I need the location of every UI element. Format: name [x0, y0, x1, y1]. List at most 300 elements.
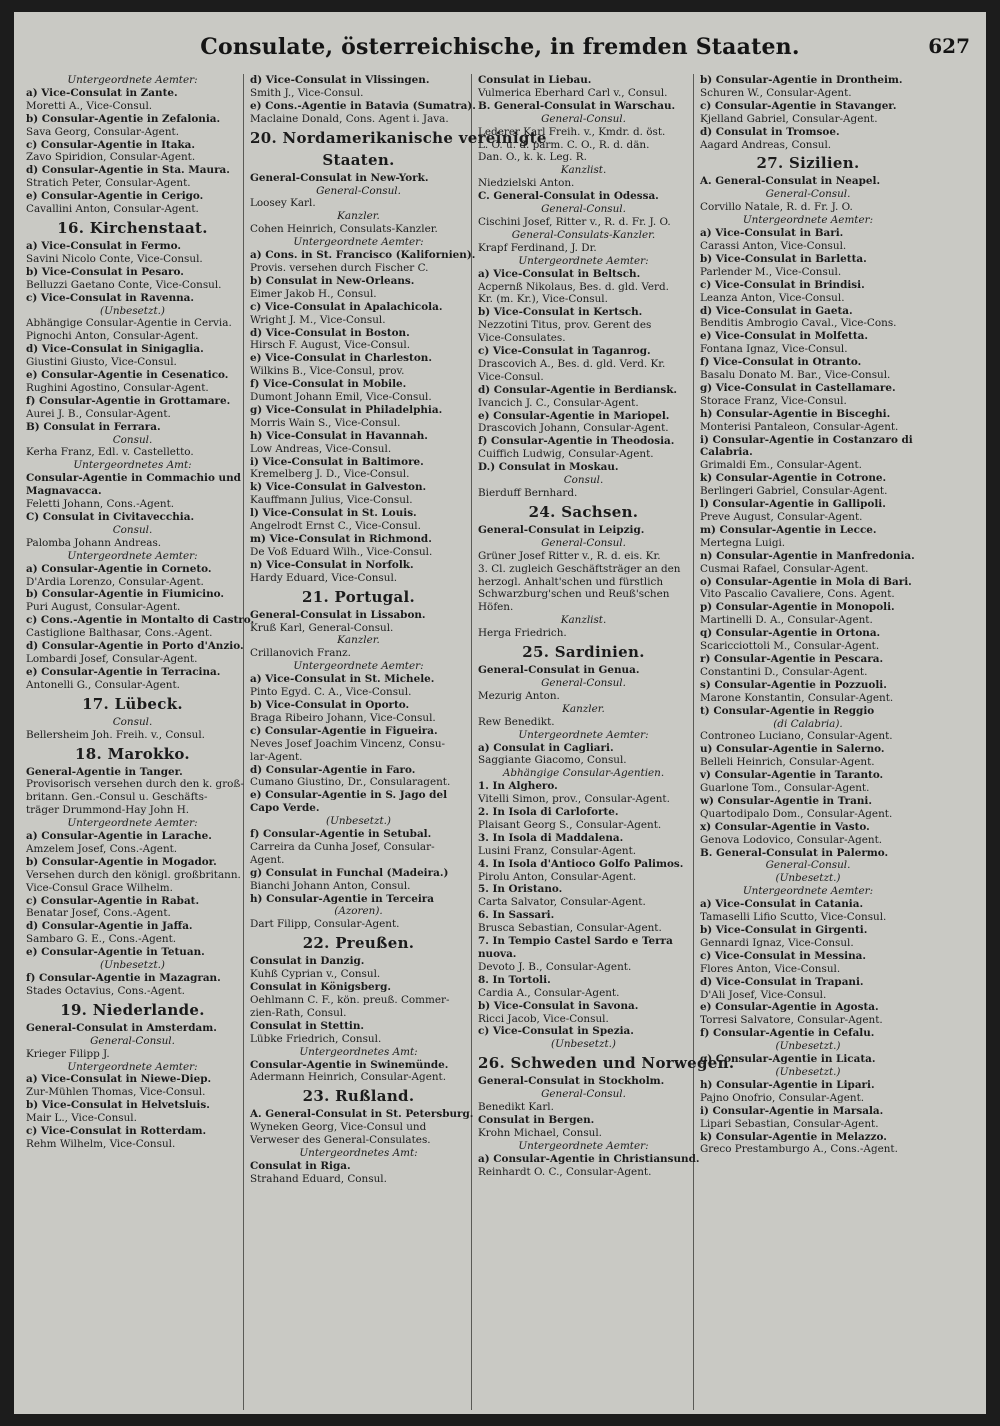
text-line: Plaisant Georg S., Consular-Agent. [478, 818, 662, 831]
office-heading [478, 461, 689, 474]
entry-text [478, 793, 689, 806]
office-heading [478, 806, 689, 819]
text-line: General-Consul. [541, 676, 626, 689]
entry-text [26, 985, 239, 998]
office-heading [26, 343, 239, 356]
text-line: Lombardi Josef, Consular-Agent. [26, 652, 198, 665]
entry-text [478, 242, 689, 255]
office-heading [26, 395, 239, 408]
text-line: f) Vice-Consulat in Otranto. [700, 356, 862, 369]
text-line: Hardy Eduard, Vice-Consul. [250, 571, 398, 584]
text-columns [20, 74, 980, 1410]
office-heading [26, 511, 239, 524]
entry-text [478, 819, 689, 832]
text-line: e) Consular-Agentie in Mariopel. [478, 409, 670, 422]
text-line: a) Vice-Consulat in Zante. [26, 86, 178, 99]
subheading [250, 210, 467, 223]
text-line: f) Consular-Agentie in Cefalu. [700, 1027, 875, 1040]
office-heading [700, 795, 916, 808]
column-4 [694, 74, 920, 1410]
text-line: 6. In Sassari. [478, 909, 555, 922]
text-line: nuova. [478, 948, 517, 960]
office-heading [478, 306, 689, 319]
text-line: Agent. [250, 853, 285, 866]
text-line: Wyneken Georg, Vice-Consul und [250, 1121, 427, 1134]
entry-text [26, 869, 239, 895]
text-line: Amzelem Josef, Cons.-Agent. [26, 842, 178, 855]
office-heading [478, 345, 689, 358]
entry-text [478, 716, 689, 729]
entry-text [700, 808, 916, 821]
text-line: B. General-Consulat in Palermo. [700, 846, 889, 859]
entry-text [700, 317, 916, 330]
office-heading [700, 705, 916, 731]
office-heading [478, 1075, 689, 1088]
text-line: l) Consular-Agentie in Gallipoli. [700, 498, 886, 511]
text-line: L. O. u. d. parm. C. O., R. d. dän. [478, 138, 650, 151]
entry-text [478, 550, 689, 615]
office-heading [26, 472, 239, 498]
office-heading [250, 1059, 467, 1072]
office-heading [250, 789, 467, 828]
text-line: d) Consular-Agentie in Berdiansk. [478, 383, 678, 396]
text-line: C. General-Consulat in Odessa. [478, 190, 659, 203]
text-line: d) Consular-Agentie in Faro. [250, 763, 416, 776]
text-line: e) Consular-Agentie in Cerigo. [26, 190, 204, 203]
text-line: (Unbesetzt.) [100, 304, 165, 317]
text-line: e) Consular-Agentie in Terracina. [26, 665, 221, 678]
text-line: Carassi Anton, Vice-Consul. [700, 239, 847, 252]
entry-text [26, 1138, 239, 1151]
text-line: Zur-Mühlen Thomas, Vice-Consul. [26, 1086, 206, 1099]
text-line: 26. Schweden und Norwegen. [478, 1054, 735, 1073]
entry-text [250, 1173, 467, 1186]
text-line: Schuren W., Consular-Agent. [700, 86, 852, 99]
text-line: Kerha Franz, Edl. v. Castelletto. [26, 446, 194, 459]
text-line: Ricci Jacob, Vice-Consul. [478, 1012, 609, 1025]
text-line: Untergeordnete Aemter: [518, 1139, 649, 1152]
text-line: Angelrodt Ernst C., Vice-Consul. [250, 520, 421, 533]
entry-text [478, 216, 689, 229]
text-line: g) Consular-Agentie in Licata. [700, 1053, 876, 1066]
text-line: Crillanovich Franz. [250, 647, 351, 660]
text-line: Untergeordnete Aemter: [67, 549, 198, 562]
text-line: Lusini Franz, Consular-Agent. [478, 844, 637, 857]
text-line: f) Consular-Agentie in Mazagran. [26, 972, 221, 984]
text-line: Antonelli G., Consular-Agent. [26, 678, 180, 691]
text-line: f) Consular-Agentie in Setubal. [250, 828, 432, 841]
text-line: Vitelli Simon, prov., Consular-Agent. [478, 793, 670, 806]
text-line: General-Consulat in New-York. [250, 171, 429, 184]
text-line: a) Consular-Agentie in Corneto. [26, 562, 212, 575]
subheading [478, 164, 689, 177]
entry-text [26, 576, 239, 589]
office-heading [478, 909, 689, 922]
office-heading [250, 867, 467, 880]
text-line: n) Vice-Consulat in Norfolk. [250, 558, 414, 571]
text-line: lar-Agent. [250, 750, 303, 763]
office-heading [478, 780, 689, 793]
subheading [478, 703, 689, 716]
entry-text [250, 365, 467, 378]
entry-text [478, 448, 689, 461]
office-heading [26, 972, 239, 985]
entry-text [478, 690, 689, 703]
text-line: C) Consulat in Civitavecchia. [26, 511, 195, 523]
text-line: 3. Cl. zugleich Geschäftsträger an den [478, 562, 681, 575]
text-line: Reinhardt O. C., Consular-Agent. [478, 1165, 652, 1178]
text-line: Vito Pascalio Cavaliere, Cons. Agent. [700, 588, 895, 601]
text-line: 19. Niederlande. [60, 1000, 205, 1019]
text-line: General-Consul. [765, 859, 851, 872]
office-heading [250, 327, 467, 340]
text-line: Oehlmann C. F., kön. preuß. Commer- [250, 994, 450, 1006]
text-line: e) Consular-Agentie in Tetuan. [26, 946, 205, 959]
section-heading [26, 219, 239, 238]
entry-text [250, 1033, 467, 1046]
office-heading [700, 550, 916, 563]
subheading [478, 1088, 689, 1101]
entry-text [700, 730, 916, 743]
entry-text [700, 537, 916, 550]
entry-text [478, 871, 689, 884]
text-line: b) Consular-Agentie in Mogador. [26, 855, 217, 868]
text-line: e) Cons.-Agentie in Batavia (Sumatra). [250, 99, 476, 112]
entry-text [700, 963, 916, 976]
text-line: g) Vice-Consulat in Castellamare. [700, 381, 896, 394]
text-line: Consular-Agentie in Commachio und [26, 472, 241, 485]
text-line: c) Vice-Consulat in Messina. [700, 949, 866, 962]
text-line: Grüner Josef Ritter v., R. d. eis. Kr. [478, 549, 661, 562]
section-heading [478, 643, 689, 662]
text-line: Consulat in Danzig. [250, 955, 365, 968]
text-line: c) Consular-Agentie in Figueira. [250, 724, 438, 737]
text-line: B) Consulat in Ferrara. [26, 420, 161, 433]
office-heading [700, 498, 916, 511]
text-line: 7. In Tempio Castel Sardo e Terra [478, 935, 673, 948]
text-line: Sava Georg, Consular-Agent. [26, 125, 180, 138]
text-line: Pajno Onofrio, Consular-Agent. [700, 1091, 865, 1104]
subheading [250, 634, 467, 647]
office-heading [250, 507, 467, 520]
text-line: e) Consular-Agentie in S. Jago del [250, 789, 448, 802]
entry-text [700, 485, 916, 498]
entry-text [478, 358, 689, 384]
text-line: Höfen. [478, 601, 514, 614]
office-heading [700, 847, 916, 860]
entry-text [478, 1166, 689, 1179]
entry-text [26, 279, 239, 292]
text-line: c) Vice-Consulat in Ravenna. [26, 291, 195, 304]
text-line: Gennardi Ignaz, Vice-Consul. [700, 936, 854, 949]
text-line: Parlender M., Vice-Consul. [700, 265, 842, 278]
entry-text [478, 281, 689, 307]
text-line: (Unbesetzt.) [100, 959, 165, 972]
text-line: Staaten. [322, 150, 395, 169]
subheading [26, 524, 239, 537]
text-line: 22. Preußen. [302, 934, 415, 953]
text-line: Scaricciottoli M., Consular-Agent. [700, 640, 880, 653]
text-line: Lederer Karl Freih. v., Kmdr. d. öst. [478, 125, 666, 138]
text-line: d) Vice-Consulat in Gaeta. [700, 304, 853, 317]
text-line: Maclaine Donald, Cons. Agent i. Java. [250, 112, 449, 125]
office-heading [250, 404, 467, 417]
office-heading [478, 742, 689, 755]
text-line: Quartodipalo Dom., Consular-Agent. [700, 807, 893, 820]
entry-text [478, 1127, 689, 1140]
text-line: Carreira da Cunha Josef, Consular- [250, 840, 435, 853]
office-heading [700, 330, 916, 343]
text-line: 2. In Isola di Carloforte. [478, 806, 619, 819]
office-heading [250, 301, 467, 314]
text-line: Untergeordnete Aemter: [293, 660, 424, 673]
entry-text [250, 314, 467, 327]
entry-text [26, 151, 239, 164]
text-line: General-Consul. [541, 112, 626, 125]
text-line: Cuiffich Ludwig, Consular-Agent. [478, 448, 654, 461]
entry-text [700, 911, 916, 924]
document-page [14, 12, 986, 1414]
entry-text [26, 679, 239, 692]
text-line: Ivancich J. C., Consular-Agent. [478, 396, 639, 409]
text-line: Puri August, Consular-Agent. [26, 601, 181, 614]
entry-text [478, 961, 689, 974]
office-heading [478, 190, 689, 203]
entry-text [478, 1101, 689, 1114]
text-line: q) Consular-Agentie in Ortona. [700, 627, 881, 640]
text-line: a) Vice-Consulat in St. Michele. [250, 673, 435, 686]
text-line: b) Vice-Consulat in Barletta. [700, 252, 867, 265]
text-line: D.) Consulat in Moskau. [478, 461, 619, 474]
office-heading [700, 1027, 916, 1053]
text-line: d) Consular-Agentie in Sta. Maura. [26, 164, 230, 177]
office-heading [26, 139, 239, 152]
office-heading [700, 627, 916, 640]
text-line: Dumont Johann Emil, Vice-Consul. [250, 391, 432, 404]
entry-text [700, 395, 916, 408]
text-line: d) Vice-Consulat in Boston. [250, 326, 410, 339]
office-heading [700, 950, 916, 963]
text-line: Sambaro G. E., Cons.-Agent. [26, 933, 177, 946]
text-line: Torresi Salvatore, Consular-Agent. [700, 1014, 883, 1027]
entry-text [700, 588, 916, 601]
office-heading [26, 766, 239, 779]
entry-text [250, 339, 467, 352]
text-line: Benatar Josef, Cons.-Agent. [26, 907, 171, 920]
entry-text [26, 627, 239, 640]
text-line: Benedikt Karl. [478, 1101, 554, 1114]
text-line: 24. Sachsen. [528, 502, 639, 521]
entry-text [478, 1013, 689, 1026]
entry-text [26, 537, 239, 550]
text-line: Untergeordnete Aemter: [293, 236, 424, 249]
text-line: Rew Benedikt. [478, 715, 555, 728]
subheading [26, 459, 239, 472]
text-line: B. General-Consulat in Warschau. [478, 99, 676, 112]
subheading [26, 434, 239, 447]
office-heading [700, 305, 916, 318]
text-line: l) Vice-Consulat in St. Louis. [250, 507, 417, 520]
text-line: Consulat in Liebau. [478, 74, 592, 86]
subheading [478, 113, 689, 126]
text-line: Vice-Consul Grace Wilhelm. [26, 881, 173, 894]
text-line: Magnavacca. [26, 485, 102, 498]
subheading [250, 236, 467, 249]
entry-text [250, 223, 467, 236]
text-line: Mair L., Vice-Consul. [26, 1112, 137, 1125]
entry-text [700, 666, 916, 679]
text-line: Verweser des General-Consulates. [250, 1134, 431, 1147]
text-line: Adermann Heinrich, Consular-Agent. [250, 1071, 447, 1084]
entry-text [700, 1118, 916, 1131]
entry-text [700, 782, 916, 795]
text-line: Lipari Sebastian, Consular-Agent. [700, 1117, 879, 1130]
text-line: Consul. [112, 523, 153, 536]
entry-text [700, 369, 916, 382]
office-heading [700, 924, 916, 937]
text-line: General-Consulat in Stockholm. [478, 1075, 665, 1088]
text-line: Storace Franz, Vice-Consul. [700, 394, 847, 407]
office-heading [26, 164, 239, 177]
entry-text [250, 647, 467, 660]
text-line: Stades Octavius, Cons.-Agent. [26, 984, 185, 997]
text-line: f) Consular-Agentie in Grottamare. [26, 394, 231, 407]
office-heading [250, 1160, 467, 1173]
entry-text [700, 87, 916, 100]
entry-text [250, 622, 467, 635]
entry-text [700, 692, 916, 705]
office-heading [478, 74, 689, 87]
entry-text [250, 443, 467, 456]
text-line: Kr. (m. Kr.), Vice-Consul. [478, 293, 608, 306]
text-line: Genova Lodovico, Consular-Agent. [700, 833, 883, 846]
text-line: 23. Rußland. [302, 1087, 415, 1106]
text-line: Braga Ribeiro Johann, Vice-Consul. [250, 711, 436, 724]
entry-text [250, 738, 467, 764]
office-heading [700, 1079, 916, 1092]
office-heading [478, 1114, 689, 1127]
entry-text [700, 139, 916, 152]
office-heading [478, 858, 689, 871]
text-line: Rughini Agostino, Consular-Agent. [26, 381, 209, 394]
entry-text [250, 994, 467, 1020]
office-heading [478, 384, 689, 397]
office-heading [700, 769, 916, 782]
office-heading [250, 275, 467, 288]
text-line: Untergeordnetes Amt: [299, 1045, 418, 1058]
office-heading [250, 99, 476, 113]
text-line: t) Consular-Agentie in Reggio [700, 704, 875, 717]
text-line: A. General-Consulat in St. Petersburg. [250, 1108, 474, 1121]
text-line: h) Vice-Consulat in Havannah. [250, 429, 428, 442]
text-line: Low Andreas, Vice-Consul. [250, 442, 392, 455]
office-heading [26, 1073, 239, 1086]
entry-text [26, 933, 239, 946]
text-line: Giustini Giusto, Vice-Consul. [26, 356, 177, 369]
entry-text [26, 729, 239, 742]
entry-text [26, 1048, 239, 1061]
entry-text [478, 627, 689, 640]
subheading [26, 550, 239, 563]
entry-text [26, 382, 239, 395]
text-line: 17. Lübeck. [82, 694, 183, 713]
text-line: Leanza Anton, Vice-Consul. [700, 291, 845, 304]
text-line: Aurei J. B., Consular-Agent. [26, 407, 171, 420]
text-line: Mezurig Anton. [478, 689, 560, 702]
text-line: Monterisi Pantaleon, Consular-Agent. [700, 420, 899, 433]
text-line: General-Consul. [541, 203, 626, 216]
text-line: a) Consular-Agentie in Christiansund. [478, 1152, 700, 1165]
office-heading [700, 100, 916, 113]
text-line: Cumano Giustino, Dr., Consularagent. [250, 776, 451, 789]
text-line: 18. Marokko. [75, 744, 190, 763]
text-line: Kremelberg J. D., Vice-Consul. [250, 468, 410, 481]
text-line: (Azoren). [334, 905, 383, 918]
text-line: britann. Gen.-Consul u. Geschäfts- [26, 791, 208, 804]
entry-text [250, 520, 467, 533]
text-line: Mertegna Luigi. [700, 536, 786, 549]
text-line: Vice-Consul. [478, 370, 544, 383]
office-heading [26, 666, 239, 679]
section-heading [26, 745, 239, 764]
office-heading [250, 1020, 467, 1033]
office-heading [700, 126, 916, 139]
entry-text [700, 563, 916, 576]
text-line: Flores Anton, Vice-Consul. [700, 962, 841, 975]
office-heading [250, 430, 467, 443]
office-heading [700, 653, 916, 666]
office-heading [700, 1001, 916, 1014]
text-line: d) Vice-Consulat in Trapani. [700, 975, 864, 988]
text-line: c) Vice-Consulat in Rotterdam. [26, 1125, 207, 1138]
text-line: a) Vice-Consulat in Bari. [700, 227, 844, 240]
text-line: 3. In Isola di Maddalena. [478, 831, 624, 844]
text-line: a) Vice-Consulat in Beltsch. [478, 267, 641, 280]
subheading [478, 677, 689, 690]
entry-text [26, 100, 239, 113]
text-line: General-Agentie in Tanger. [26, 765, 183, 778]
text-line: 25. Sardinien. [522, 643, 645, 662]
text-line: n) Consular-Agentie in Manfredonia. [700, 549, 915, 562]
entry-text [700, 937, 916, 950]
text-line: p) Consular-Agentie in Monopoli. [700, 601, 895, 614]
text-line: Consulat in Bergen. [478, 1113, 595, 1126]
text-line: Smith J., Vice-Consul. [250, 86, 364, 99]
entry-text [26, 203, 239, 216]
text-line: Consul. [112, 433, 153, 446]
text-line: Drascovich A., Bes. d. gld. Verd. Kr. [478, 357, 666, 370]
entry-text [250, 391, 467, 404]
entry-text [478, 487, 689, 500]
text-line: 1. In Alghero. [478, 780, 558, 793]
office-heading [26, 895, 239, 908]
office-heading [250, 828, 467, 841]
entry-text [700, 113, 916, 126]
office-heading [26, 920, 239, 933]
text-line: c) Consular-Agentie in Stavanger. [700, 99, 897, 112]
subheading [478, 729, 689, 742]
text-line: c) Vice-Consulat in Taganrog. [478, 345, 651, 358]
text-line: w) Consular-Agentie in Trani. [700, 794, 872, 807]
text-line: Carta Salvator, Consular-Agent. [478, 896, 646, 909]
subheading [26, 1061, 239, 1074]
office-heading [700, 601, 916, 614]
entry-text [26, 317, 239, 343]
entry-text [26, 778, 244, 817]
text-line: Untergeordnete Aemter: [518, 254, 649, 267]
text-line: a) Vice-Consulat in Catania. [700, 898, 864, 911]
text-line: Pignochi Anton, Consular-Agent. [26, 330, 199, 343]
